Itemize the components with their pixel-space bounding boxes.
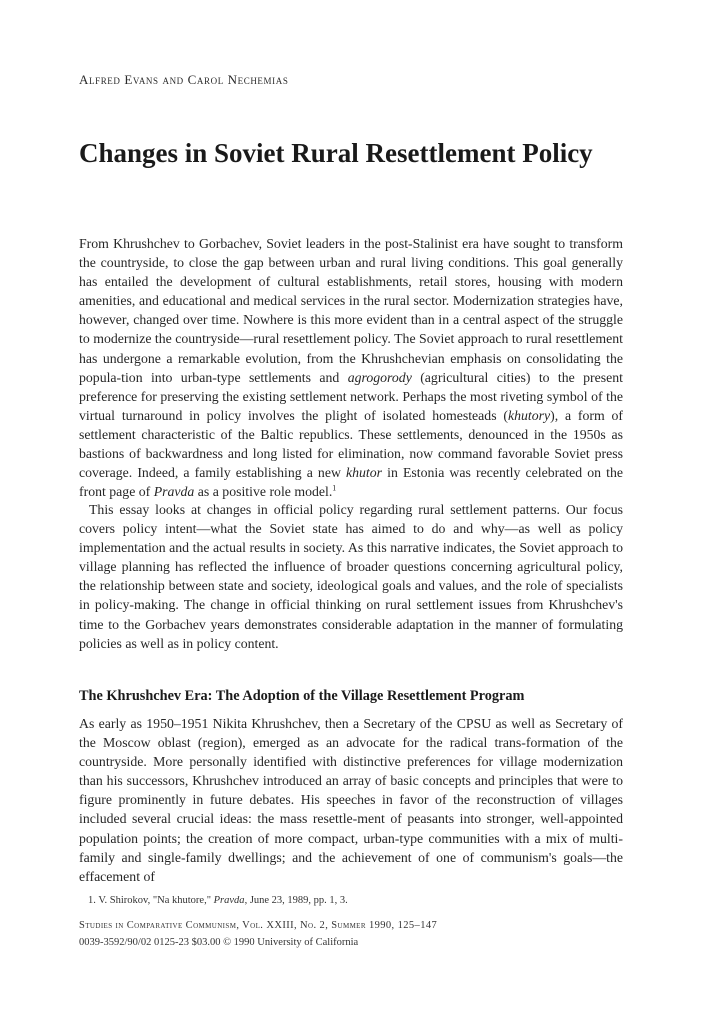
intro-term-khutory: khutory bbox=[507, 407, 551, 423]
footnote bbox=[88, 895, 348, 906]
journal-info bbox=[79, 917, 437, 951]
footnote-marker: 1 bbox=[332, 483, 337, 493]
footnote-number: 1. bbox=[88, 895, 96, 906]
intro-paragraph-1 bbox=[79, 234, 623, 501]
footnote-text-a: V. Shirokov, "Na khutore," bbox=[98, 895, 212, 906]
intro-text-c: ), a form of settlement characteristic of the Baltic republics. These settlements, denounced in the 1950s as bastions of backwardness and long listed for elimination, now command favorable Soviet press coverage. Indeed, a family establishing a new bbox=[79, 407, 624, 481]
author-line: Alfred Evans and Carol Nechemias bbox=[79, 72, 289, 87]
journal-copyright: 0039-3592/90/02 0125-23 $03.00 © 1990 University of California bbox=[79, 937, 359, 948]
intro-paragraph-2: This essay looks at changes in official policy regarding rural settlement patterns. Our focus covers policy intent—what the Soviet state has aimed to do and why—as well as policy implementation and the actual results in society. As this narrative indicates, the Soviet approach to village planning has reflected the influence of broader questions concerning agricultural policy, the relationship between state and society, ideological goals and values, and the role of specialists in policy-making. The change in official thinking on rural settlement issues from Khrushchev's time to the Gorbachev years demonstrates considerable adaptation in the manner of formulating policies as well as in policy content. bbox=[79, 502, 623, 651]
footnote-source: Pravda bbox=[213, 895, 245, 906]
intro-text-a: From Khrushchev to Gorbachev, Soviet leaders in the post-Stalinist era have sought to transform the countryside, to close the gap between urban and rural living conditions. This goal generally has entailed the development of cultural establishments, retail stores, housing with modern amenities, and educational and medical services in the rural sector. Modernization strategies have, however, changed over time. Nowhere is this more evident than in a central aspect of the struggle to modernize the countryside—rural resettlement policy. The Soviet approach to rural resettlement has undergone a remarkable evolution, from the Khrushchevian emphasis on consolidating the popula-tion into urban-type settlements and bbox=[79, 236, 623, 385]
intro-text-d: in Estonia was recently celebrated on the front page of bbox=[79, 465, 623, 500]
article-title: Changes in Soviet Rural Resettlement Policy bbox=[79, 138, 593, 168]
journal-citation: Studies in Comparative Communism, Vol. XXIII, No. 2, Summer 1990, 125–147 bbox=[79, 920, 438, 931]
intro-term-agrogorody: agrogorody bbox=[347, 369, 412, 385]
section-heading: The Khrushchev Era: The Adoption of the Village Resettlement Program bbox=[79, 688, 525, 704]
intro-term-khutor: khutor bbox=[346, 465, 383, 481]
intro-text-e: as a positive role model. bbox=[194, 484, 333, 500]
intro-text-b: (agricultural cities) to the present preference for preserving the existing settlement network. Perhaps the most riveting symbol of the virtual turnaround in policy involves the plight of isolated homesteads ( bbox=[79, 369, 623, 423]
intro-term-pravda: Pravda bbox=[153, 484, 195, 500]
section-paragraph-1: As early as 1950–1951 Nikita Khrushchev, then a Secretary of the CPSU as well as Secretary of the Moscow oblast (region), emerged as an advocate for the radical trans-formation of the countryside. More personally identified with distinctive preferences for village modernization than his successors, Khrushchev introduced an array of basic concepts and principles that were to figure prominently in future debates. His speeches in favor of the reconstruction of villages included several crucial ideas: the mass resettle-ment of peasants into stronger, well-appointed population points; the creation of more compact, urban-type communities with a mix of multi-family and single-family dwellings; and the achievement of one of communism's goals—the effacement of bbox=[79, 716, 623, 884]
footnote-text-b: , June 23, 1989, pp. 1, 3. bbox=[244, 895, 348, 906]
